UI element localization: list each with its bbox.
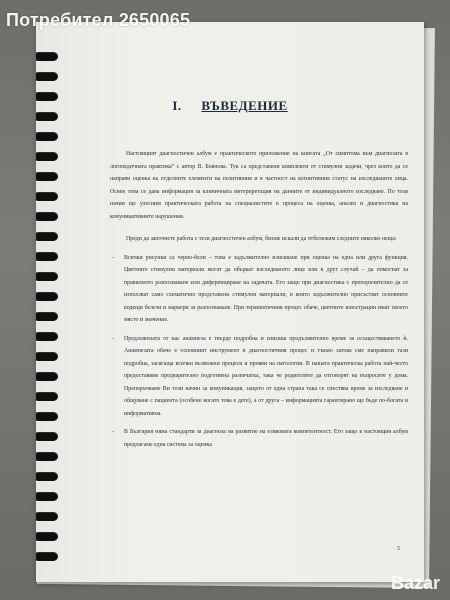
bullet-list [110,252,408,452]
binding-coil [36,312,58,321]
binding-coil [36,192,58,201]
intro-paragraph: Настоящият диагностичен албум е практическото приложение на книгата „От симптома към диагнозата в логопедичната практика“ с автор В. Боянова. Тук са представени комплекти от стимулни задачи, чрез които да се направи оценка на отделните елементи на позитивния и в частност на когнитивния статус на изследваните лица. Освен това се дава информация за клиничната интерпретация на данните от индивидуалното изследване. По този начин ще улесним практическата работа на специалистите в процеса на оценка, анализ и диагностика на комуникативните нарушения. [110,151,408,220]
binding-coil [36,332,58,341]
binding-coil [36,52,58,61]
binding-coil [36,292,58,301]
binding-coil [36,132,58,141]
binding-coil [36,172,58,181]
binding-coil [36,252,58,261]
binding-coil [36,392,58,401]
binding-coil [36,472,58,481]
binding-coil [36,372,58,381]
bullet-item: - Всички рисунки са черно-бели – това е задължително изискване при оценка на една или друга функция. Цветните стимулни материали могат да объркат изследваното лице или в друг случай – да помогнат за правилното разпознаване или диференциране на задачата. Ето защо при диагностика с препоръчително да се използват само схематично представени стимулни материали, в които задължително присъстват основните водещи белези и маркери за разпознаване. При терапевтичния процес обаче, цветните илюстрации имат своето място и значение. [124,252,408,327]
binding-coil [36,552,58,561]
binding-coil [36,532,58,541]
document-page [36,22,424,582]
page-number: 5 [397,546,400,552]
binding-coil [36,512,58,521]
binding-coil [36,152,58,161]
binding-coil [36,492,58,501]
binding-coil [36,452,58,461]
lead-paragraph: Преди да започнете работа с тези диагностичен албум, бихме искали да отбележим следните няколко неща: [126,236,397,242]
section-heading [36,98,424,114]
section-title: ВЪВЕДЕНИЕ [201,98,288,113]
binding-coil [36,212,58,221]
user-watermark: Потребител 2650065 [6,10,191,30]
binding-coil [36,352,58,361]
binding-coil [36,412,58,421]
body-text [110,148,408,457]
section-number: I. [172,98,182,113]
bazar-logo: Bazar [390,573,440,593]
spiral-binding [36,52,64,572]
bullet-item: - Предложената от нас анамнеза е твърде подробна и изисква продължително време за осъществяването ѝ. Анамнезата обаче е основният инструмент в диагностичния процес и тъкмо затова сме направили тази подробна, засягаща всички възможни процеси и прояви на патологии. В нашата практическа работа най-често предоставяме предварително подготвена разпечатка, така че родителите да отговорят на въпросите у дома. Препоръчваме Ви този начин за комуникация, защото от една страна така се спестява време за изследване и общуване с пациента (особено когато това е дете), а от друга – информацията гарантирано ще бъде по-богата и информативна. [124,333,408,421]
binding-coil [36,432,58,441]
binding-coil [36,72,58,81]
bullet-item: - В България няма стандарти за диагноза на развитие на езиковата компетентност. Ето защо в настоящия албум предлагаме една система за оценка [124,426,408,451]
binding-coil [36,232,58,241]
binding-coil [36,272,58,281]
